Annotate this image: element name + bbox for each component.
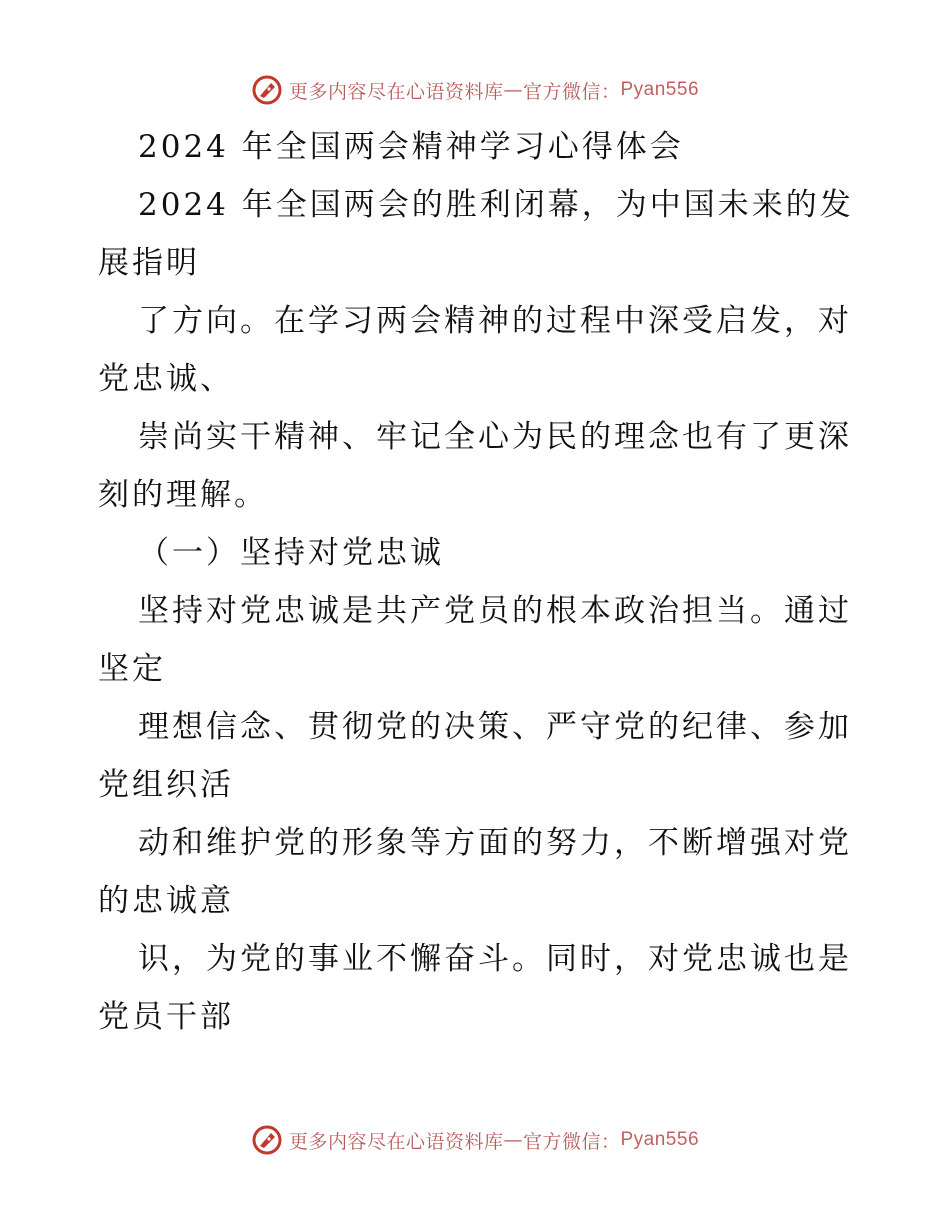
- document-body: [98, 118, 858, 1046]
- paragraph-line: 识，为党的事业不懈奋斗。同时，对党忠诚也是: [138, 941, 852, 977]
- paragraph-line: 了方向。在学习两会精神的过程中深受启发，对: [138, 303, 852, 339]
- paragraph-line: 展指明: [98, 245, 200, 281]
- footer-wechat-id: Pyan556: [620, 1129, 700, 1150]
- document-title: 2024 年全国两会精神学习心得体会: [138, 129, 684, 165]
- paragraph-line: 2024 年全国两会的胜利闭幕，为中国未来的发: [138, 187, 854, 223]
- header-wechat-label: 官方微信：: [522, 80, 621, 103]
- paragraph-line: 刻的理解。: [98, 477, 268, 513]
- pen-nib-logo-icon: [251, 74, 283, 106]
- header-banner: [0, 70, 950, 110]
- pen-nib-logo-icon: [251, 1124, 283, 1156]
- header-banner-separator: —: [503, 79, 523, 101]
- paragraph-line: 动和维护党的形象等方面的努力，不断增强对党: [138, 825, 852, 861]
- header-wechat-id: Pyan556: [620, 79, 700, 100]
- paragraph-line: 崇尚实干精神、牢记全心为民的理念也有了更深: [138, 419, 852, 455]
- footer-banner-separator: —: [503, 1129, 523, 1151]
- footer-banner-text: 更多内容尽在心语资料库: [288, 1130, 504, 1153]
- paragraph-line: 的忠诚意: [98, 883, 234, 919]
- footer-banner: [0, 1120, 950, 1160]
- paragraph-line: 坚持对党忠诚是共产党员的根本政治担当。通过: [138, 593, 852, 629]
- section-heading: （一）坚持对党忠诚: [138, 535, 444, 571]
- paragraph-line: 理想信念、贯彻党的决策、严守党的纪律、参加: [138, 709, 852, 745]
- footer-wechat-label: 官方微信：: [522, 1130, 621, 1153]
- paragraph-line: 党员干部: [98, 999, 234, 1035]
- header-banner-text: 更多内容尽在心语资料库: [288, 80, 504, 103]
- paragraph-line: 坚定: [98, 651, 166, 687]
- paragraph-line: 党忠诚、: [98, 361, 234, 397]
- paragraph-line: 党组织活: [98, 767, 234, 803]
